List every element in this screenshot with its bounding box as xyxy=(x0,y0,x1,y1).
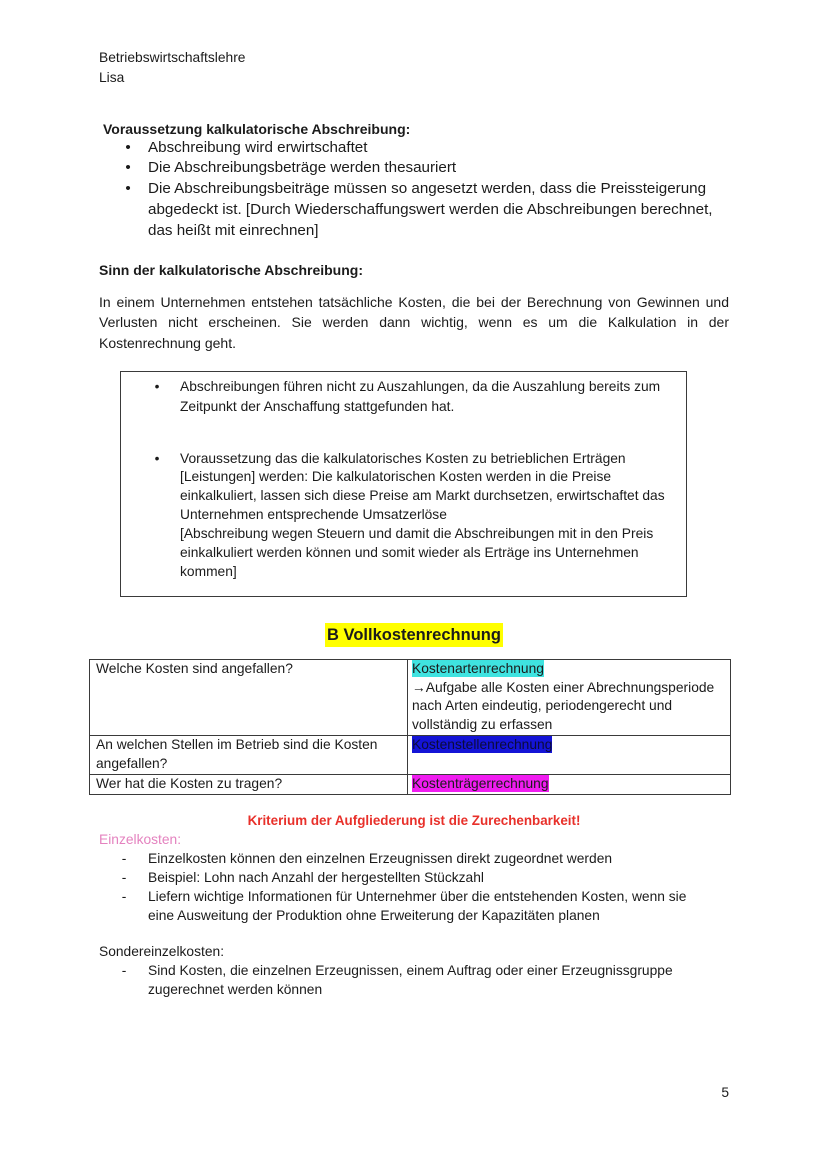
dash-icon xyxy=(119,849,129,868)
table-row xyxy=(90,774,731,794)
page-number: 5 xyxy=(721,1085,729,1100)
question-cell xyxy=(90,735,408,774)
list-item-text: Einzelkosten können den einzelnen Erzeugnissen direkt zugeordnet werden xyxy=(148,850,613,866)
bullet-icon xyxy=(123,179,133,200)
dash-icon xyxy=(119,887,129,906)
einzelkosten-title: Einzelkosten: xyxy=(99,832,182,847)
answer-line xyxy=(412,775,726,794)
list-item xyxy=(148,887,686,925)
paragraph-line: Verlusten nicht erscheinen. Sie werden dann wichtig, wenn es um die Kalkulation in der xyxy=(99,314,729,331)
section-title-sinn: Sinn der kalkulatorische Abschreibung: xyxy=(99,262,363,278)
kriterium-note: Kriterium der Aufgliederung ist die Zurechenbarkeit! xyxy=(247,813,581,828)
list-item-text: Die Abschreibungsbeiträge müssen so angesetzt werden, dass die Preissteigerung xyxy=(148,180,707,198)
answer-detail: nach Arten eindeutig, periodengerecht und xyxy=(412,698,673,714)
vollkosten-table xyxy=(89,659,731,795)
bullet-icon xyxy=(123,138,133,159)
answer-detail: vollständig zu erfassen xyxy=(412,717,553,733)
box-list-item xyxy=(180,377,660,417)
section-title-voraussetzung: Voraussetzung kalkulatorische Abschreibung: xyxy=(103,121,411,137)
info-box xyxy=(120,371,687,597)
answer-cell xyxy=(408,735,731,774)
list-item-text: kommen] xyxy=(180,563,237,579)
question-text: Welche Kosten sind angefallen? xyxy=(96,661,293,676)
list-item-text: Zeitpunkt der Anschaffung stattgefunden hat. xyxy=(180,399,455,414)
answer-highlight: Kostenträgerrechnung xyxy=(412,775,549,791)
list-item xyxy=(148,179,713,241)
vollkosten-heading xyxy=(0,623,828,648)
paragraph-line: In einem Unternehmen entstehen tatsächliche Kosten, die bei der Berechnung von Gewinnen und xyxy=(99,293,729,310)
list-item-text: Abschreibungen führen nicht zu Auszahlungen, da die Auszahlung bereits zum xyxy=(180,379,661,394)
list-item-text: Voraussetzung das die kalkulatorisches Kosten zu betrieblichen Erträgen xyxy=(180,450,626,466)
answer-line xyxy=(412,660,726,679)
page-header xyxy=(99,48,245,88)
header-author: Lisa xyxy=(99,70,125,85)
list-item-text: Unternehmen entsprechende Umsatzerlöse xyxy=(180,507,447,523)
header-subject: Betriebswirtschaftslehre xyxy=(99,50,246,65)
list-item-text: Liefern wichtige Informationen für Unternehmer über die entstehenden Kosten, wenn sie xyxy=(148,888,687,904)
einzelkosten-list xyxy=(148,849,686,925)
table-row xyxy=(90,660,731,736)
list-item-text: einkalkuliert werden können und somit wieder als Erträge ins Unternehmen xyxy=(180,544,639,560)
question-text: An welchen Stellen im Betrieb sind die Kosten xyxy=(96,736,378,752)
answer-cell xyxy=(408,774,731,794)
bullet-icon xyxy=(152,377,162,397)
bullet-icon xyxy=(123,158,133,179)
list-item-text: Sind Kosten, die einzelnen Erzeugnissen, einem Auftrag oder einer Erzeugnissgruppe xyxy=(148,962,673,978)
table-row xyxy=(90,735,731,774)
list-item xyxy=(148,158,713,179)
answer-detail: →Aufgabe alle Kosten einer Abrechnungsperiode xyxy=(412,679,715,695)
sondereinzelkosten-list xyxy=(148,961,673,999)
bullet-icon xyxy=(152,450,162,469)
sinn-paragraph xyxy=(99,292,729,354)
list-item xyxy=(148,138,713,159)
answer-cell xyxy=(408,660,731,736)
paragraph-line: Kostenrechnung geht. xyxy=(99,334,236,351)
voraussetzung-list xyxy=(148,138,713,242)
list-item-text: Beispiel: Lohn nach Anzahl der hergestellten Stückzahl xyxy=(148,869,484,885)
list-item xyxy=(148,849,686,868)
list-item-text: eine Ausweitung der Produktion ohne Erweiterung der Kapazitäten planen xyxy=(148,907,600,923)
list-item-text: [Abschreibung wegen Steuern und damit die Abschreibungen mit in den Preis xyxy=(180,525,654,541)
answer-highlight: Kostenartenrechnung xyxy=(412,661,544,676)
sondereinzelkosten-title: Sondereinzelkosten: xyxy=(99,944,225,959)
dash-icon xyxy=(119,961,129,980)
list-item-text: zugerechnet werden können xyxy=(148,981,323,997)
list-item xyxy=(148,961,673,999)
question-cell xyxy=(90,774,408,794)
list-item-text: einkalkuliert, lassen sich diese Preise am Markt durchsetzen, erwirtschaftet das xyxy=(180,488,665,504)
dash-icon xyxy=(119,868,129,887)
question-text: angefallen? xyxy=(96,755,168,771)
list-item-text: Die Abschreibungsbeträge werden thesauriert xyxy=(148,159,457,177)
list-item-text: abgedeckt ist. [Durch Wiederschaffungswert werden die Abschreibungen berechnet, xyxy=(148,200,713,218)
list-item-text: [Leistungen] werden: Die kalkulatorischen Kosten werden in die Preise xyxy=(180,469,612,485)
box-list-item xyxy=(180,450,665,582)
list-item-text: Abschreibung wird erwirtschaftet xyxy=(148,138,368,156)
question-text: Wer hat die Kosten zu tragen? xyxy=(96,775,283,791)
question-cell xyxy=(90,660,408,736)
answer-line xyxy=(412,736,726,755)
answer-highlight: Kostenstellenrechnung xyxy=(412,736,553,752)
list-item xyxy=(148,868,686,887)
heading-text: B Vollkostenrechnung xyxy=(325,623,503,647)
list-item-text: das heißt mit einrechnen] xyxy=(148,221,319,239)
